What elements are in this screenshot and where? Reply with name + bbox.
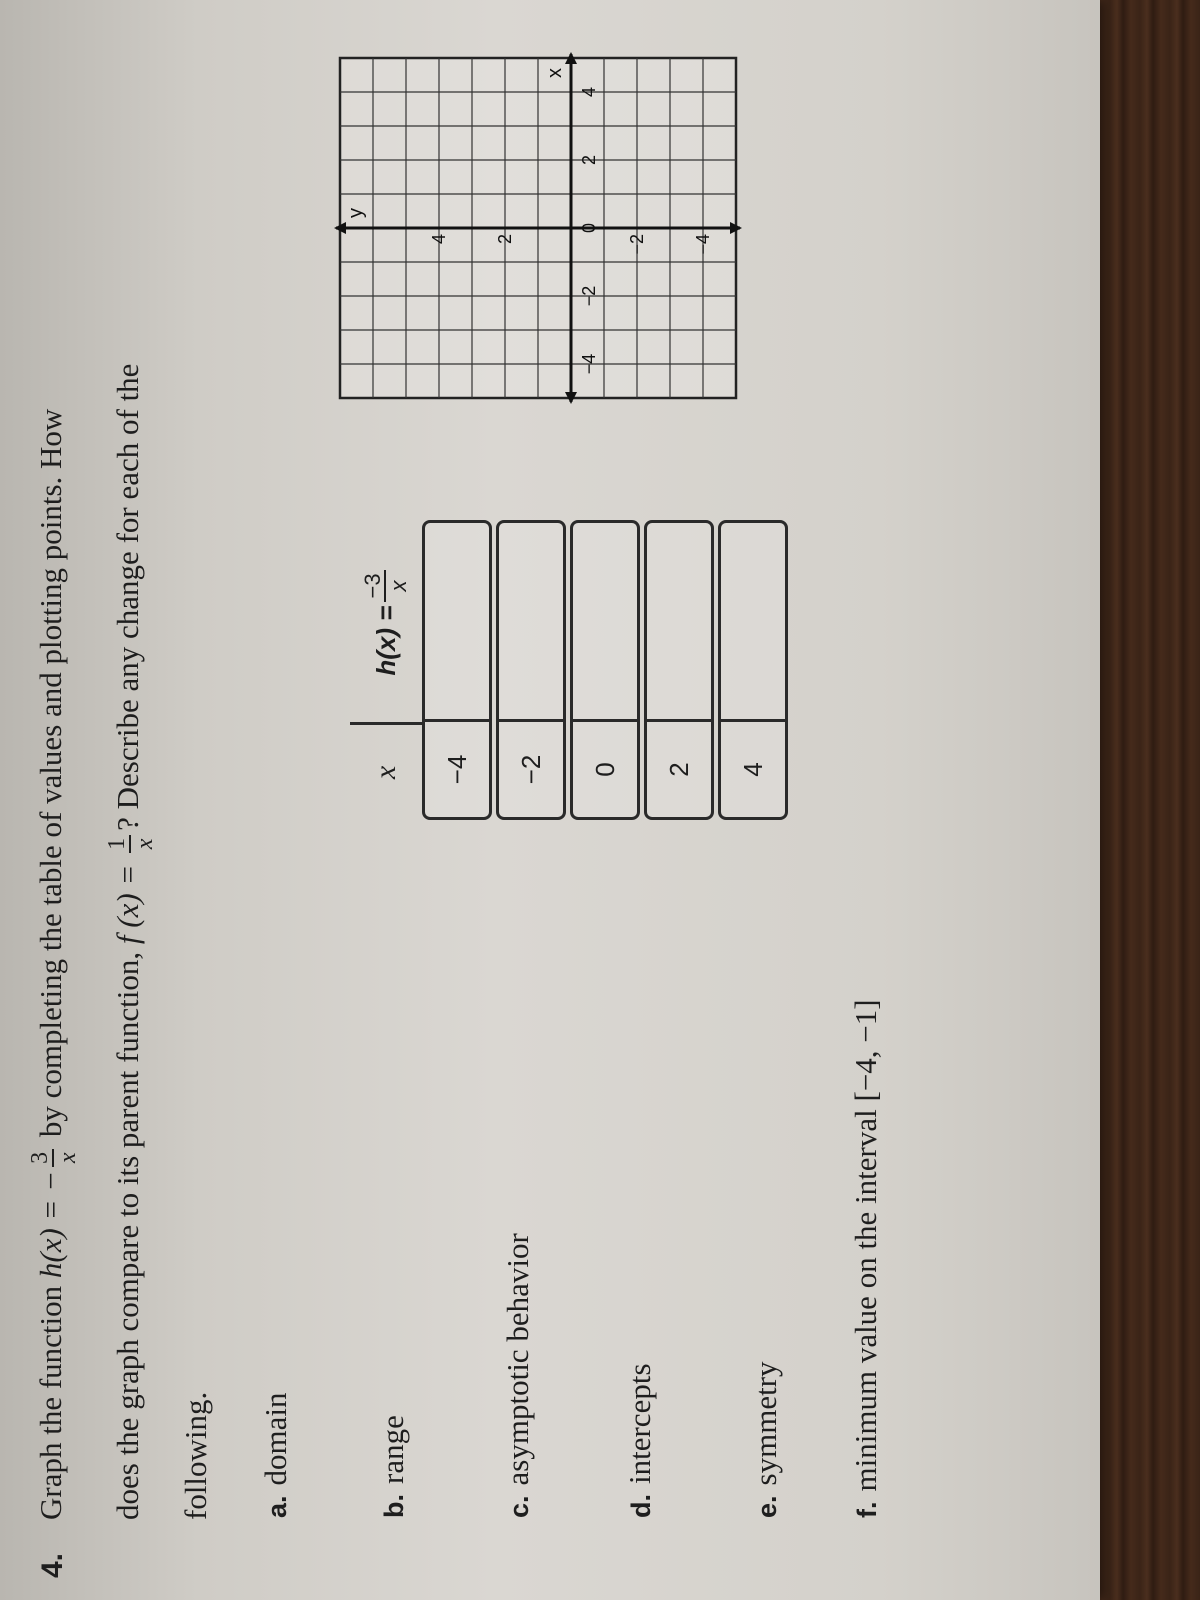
x-tick-label: 0 [579,222,599,234]
part-f [848,999,884,1518]
part-e-text: symmetry [748,1361,783,1486]
part-d-label: d. [626,1494,656,1518]
part-e [748,1361,784,1518]
x-value-cell: 4 [721,719,785,817]
x-value-cell: −4 [425,719,489,817]
function-name: h(x) = − [33,1170,69,1279]
x-value-cell: −2 [499,719,563,817]
x-axis-label: x [544,68,566,78]
h-column-header [350,520,422,722]
coordinate-grid[interactable] [330,48,750,408]
h-value-input[interactable] [573,523,637,719]
part-b-label: b. [379,1494,409,1518]
y-tick-label: 4 [429,234,449,245]
table-row [644,520,714,820]
values-table [350,520,792,820]
table-row [496,520,566,820]
problem-line-1 [28,409,80,1520]
line2-end: ? Describe any change for each of the [110,363,146,831]
y-axis-label: y [345,208,367,218]
h-value-input[interactable] [647,523,711,719]
part-c [500,1233,536,1518]
part-a [258,1392,294,1518]
part-d-text: intercepts [622,1363,657,1484]
function-denominator: x [55,1152,81,1164]
h-value-input[interactable] [425,523,489,719]
table-row [422,520,492,820]
part-a-label: a. [262,1495,292,1518]
table-header-row [350,520,422,820]
part-c-label: c. [504,1495,534,1518]
function-numerator: 3 [28,1149,54,1167]
x-tick-label: −4 [579,353,599,375]
part-f-label: f. [852,1501,882,1518]
part-b [375,1415,411,1518]
h-header-denominator: x [386,580,411,592]
part-e-label: e. [752,1495,782,1518]
parent-denominator: x [132,838,158,850]
problem-line-2 [105,364,157,1520]
h-header-numerator: −3 [362,570,386,601]
h-value-input[interactable] [721,523,785,719]
line1-start: Graph the function [33,1278,69,1520]
x-column-header: x [350,722,422,820]
parent-function-name: f (x) = [110,856,146,945]
y-tick-label: −4 [693,234,713,255]
part-d [622,1363,658,1518]
parent-fraction [105,835,157,853]
y-tick-label: 2 [495,234,515,245]
part-a-text: domain [258,1392,293,1486]
problem-number: 4. [36,1552,69,1578]
problem-line-3: following. [178,1391,213,1520]
table-row [718,520,788,820]
x-tick-label: −2 [579,285,599,307]
line1-end: by completing the table of values and plotting points. How [33,408,69,1145]
x-value-cell: 2 [647,719,711,817]
h-value-input[interactable] [499,523,563,719]
part-c-text: asymptotic behavior [500,1233,535,1486]
h-header-fraction [362,570,410,601]
h-header-name: h(x) = [370,605,401,676]
part-b-text: range [375,1415,410,1484]
function-fraction [28,1149,80,1167]
x-tick-label: 2 [579,154,599,166]
y-tick-label: −2 [627,234,647,255]
line2-start: does the graph compare to its parent function, [110,944,146,1520]
part-f-text: minimum value on the interval [−4, −1] [848,999,883,1492]
x-value-cell: 0 [573,719,637,817]
x-tick-label: 4 [579,86,599,98]
table-row [570,520,640,820]
parent-numerator: 1 [105,835,131,853]
